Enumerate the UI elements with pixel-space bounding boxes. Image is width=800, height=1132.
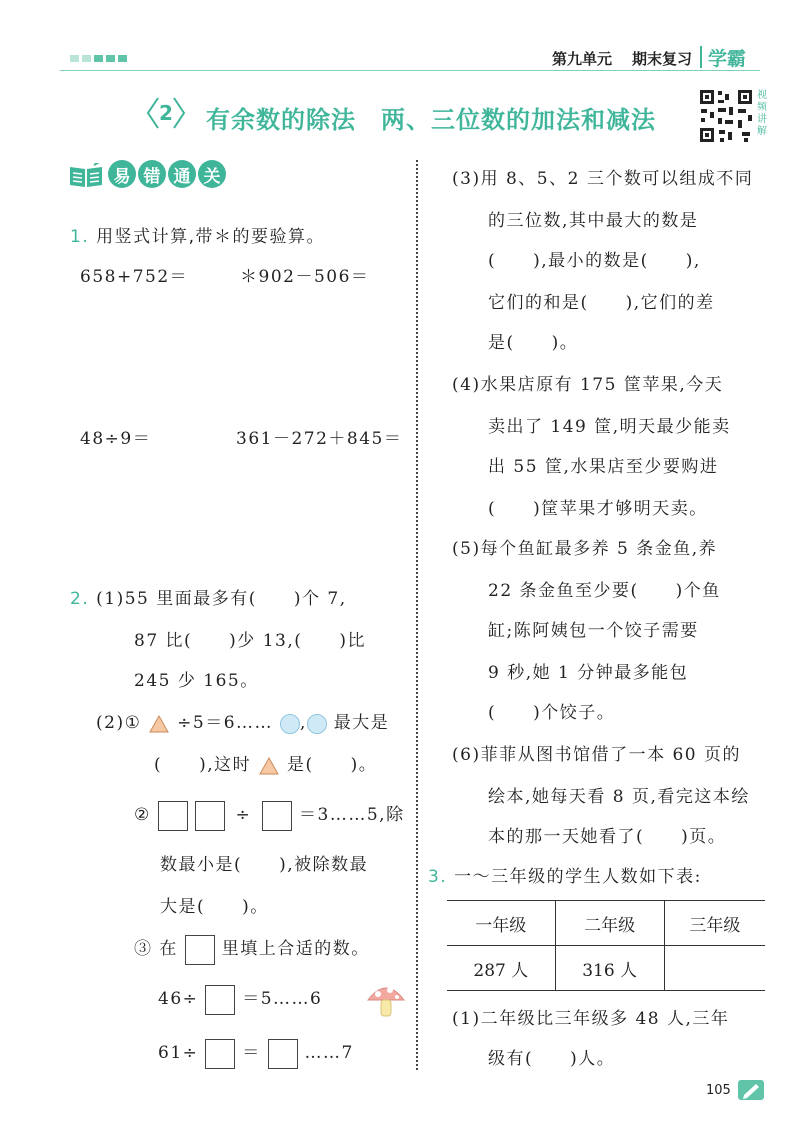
table-row (447, 946, 765, 991)
q1-expression: 48÷9＝ (80, 429, 152, 449)
q2-part3-line: ( ),最小的数是( ), (488, 251, 701, 271)
pencil-tab-icon (738, 1080, 764, 1100)
q2-part2-line: (2)① ÷5＝6…… , 最大是 (96, 713, 390, 733)
q2-part3-expression: 46÷ ＝5……6 (158, 984, 322, 1015)
table-header-cell: 三年级 (664, 901, 765, 946)
q1-expression: 361－272＋845＝ (236, 429, 403, 449)
badge-char: 关 (198, 160, 226, 188)
pencil-icon (738, 1080, 764, 1100)
table-header-cell: 一年级 (447, 901, 555, 946)
student-count-table (447, 900, 765, 991)
triangle-icon (258, 756, 280, 776)
answer-box[interactable] (158, 801, 188, 831)
header-brand: 学霸 (708, 48, 747, 70)
q2-part5-line: 缸;陈阿姨包一个饺子需要 (488, 621, 699, 641)
column-divider (416, 160, 418, 1070)
q2-line: 87 比( )少 13,( )比 (134, 631, 367, 651)
q2-part3-line: 是( )。 (488, 333, 579, 353)
table-cell: 287 人 (447, 946, 555, 991)
header-review: 期末复习 (632, 50, 693, 68)
table-cell: 316 人 (555, 946, 664, 991)
badge-char: 错 (138, 160, 166, 188)
open-book-icon (68, 163, 104, 189)
triangle-icon (148, 714, 170, 734)
q2-part2-line: ( ),这时 是( )。 (154, 755, 378, 775)
answer-box[interactable] (205, 985, 235, 1015)
q3-prompt: 3. 一～三年级的学生人数如下表: (428, 867, 702, 887)
q2-part3-line: ③ 在 里填上合适的数。 (134, 934, 370, 965)
q2-part5-line: ( )个饺子。 (488, 703, 616, 723)
answer-box[interactable] (195, 801, 225, 831)
header-decoration (70, 55, 127, 62)
q2-part5-line: (5)每个鱼缸最多养 5 条金鱼,养 (452, 539, 718, 559)
q2-part6-line: 绘本,她每天看 8 页,看完这本绘 (488, 787, 750, 807)
page-title: 有余数的除法 两、三位数的加法和减法 (206, 106, 656, 134)
table-cell-blank[interactable] (664, 946, 765, 991)
mushroom-icon (364, 980, 408, 1020)
answer-box[interactable] (262, 801, 292, 831)
qr-code-icon[interactable] (698, 88, 754, 144)
q2-line: 245 少 165。 (134, 671, 259, 691)
q1-prompt: 1. 用竖式计算,带＊的要验算。 (70, 227, 326, 247)
q2-part2b-line: 数最小是( ),被除数最 (160, 855, 369, 875)
circle-icon (280, 714, 300, 734)
table-header-cell: 二年级 (555, 901, 664, 946)
q3-sub1-line: (1)二年级比三年级多 48 人,三年 (452, 1009, 730, 1029)
q2-part4-line: 出 55 筐,水果店至少要购进 (488, 457, 719, 477)
page-number: 105 (706, 1083, 731, 1098)
q2-part5-line: 9 秒,她 1 分钟最多能包 (488, 663, 689, 683)
badge-char: 易 (108, 160, 136, 188)
q2-part6-line: (6)菲菲从图书馆借了一本 60 页的 (452, 745, 742, 765)
q2-part6-line: 本的那一天她看了( )页。 (488, 827, 727, 847)
answer-box[interactable] (185, 935, 215, 965)
header-unit: 第九单元 (552, 50, 613, 68)
q2-part3-line: 它们的和是( ),它们的差 (488, 293, 715, 313)
section-badge (108, 160, 226, 188)
badge-char: 通 (168, 160, 196, 188)
q1-expression: 658+752＝ (80, 267, 189, 287)
header-rule (60, 70, 760, 71)
q2-part3-expression: 61÷ ＝ ……7 (158, 1038, 354, 1069)
q3-sub1-line: 级有( )人。 (488, 1049, 616, 1069)
table-header-row (447, 901, 765, 946)
answer-box[interactable] (268, 1039, 298, 1069)
q2-part3-line: (3)用 8、5、2 三个数可以组成不同 (452, 169, 754, 189)
lesson-number: 2 (146, 96, 186, 130)
q2-line: 2. (1)55 里面最多有( )个 7, (70, 589, 347, 609)
lesson-number-frame-icon (146, 96, 186, 130)
q2-part4-line: (4)水果店原有 175 筐苹果,今天 (452, 375, 724, 395)
q1-expression: ＊902－506＝ (240, 267, 370, 287)
circle-icon (307, 714, 327, 734)
header-separator (700, 46, 702, 68)
q2-part2b-line: ② ÷ ＝3……5,除 (134, 800, 405, 831)
q2-part2b-line: 大是( )。 (160, 897, 269, 917)
q2-part5-line: 22 条金鱼至少要( )个鱼 (488, 581, 721, 601)
qr-label: 视频讲解 (757, 90, 767, 137)
answer-box[interactable] (205, 1039, 235, 1069)
q2-part3-line: 的三位数,其中最大的数是 (488, 211, 699, 231)
q2-part4-line: 卖出了 149 筐,明天最少能卖 (488, 417, 731, 437)
q2-part4-line: ( )筐苹果才够明天卖。 (488, 499, 708, 519)
